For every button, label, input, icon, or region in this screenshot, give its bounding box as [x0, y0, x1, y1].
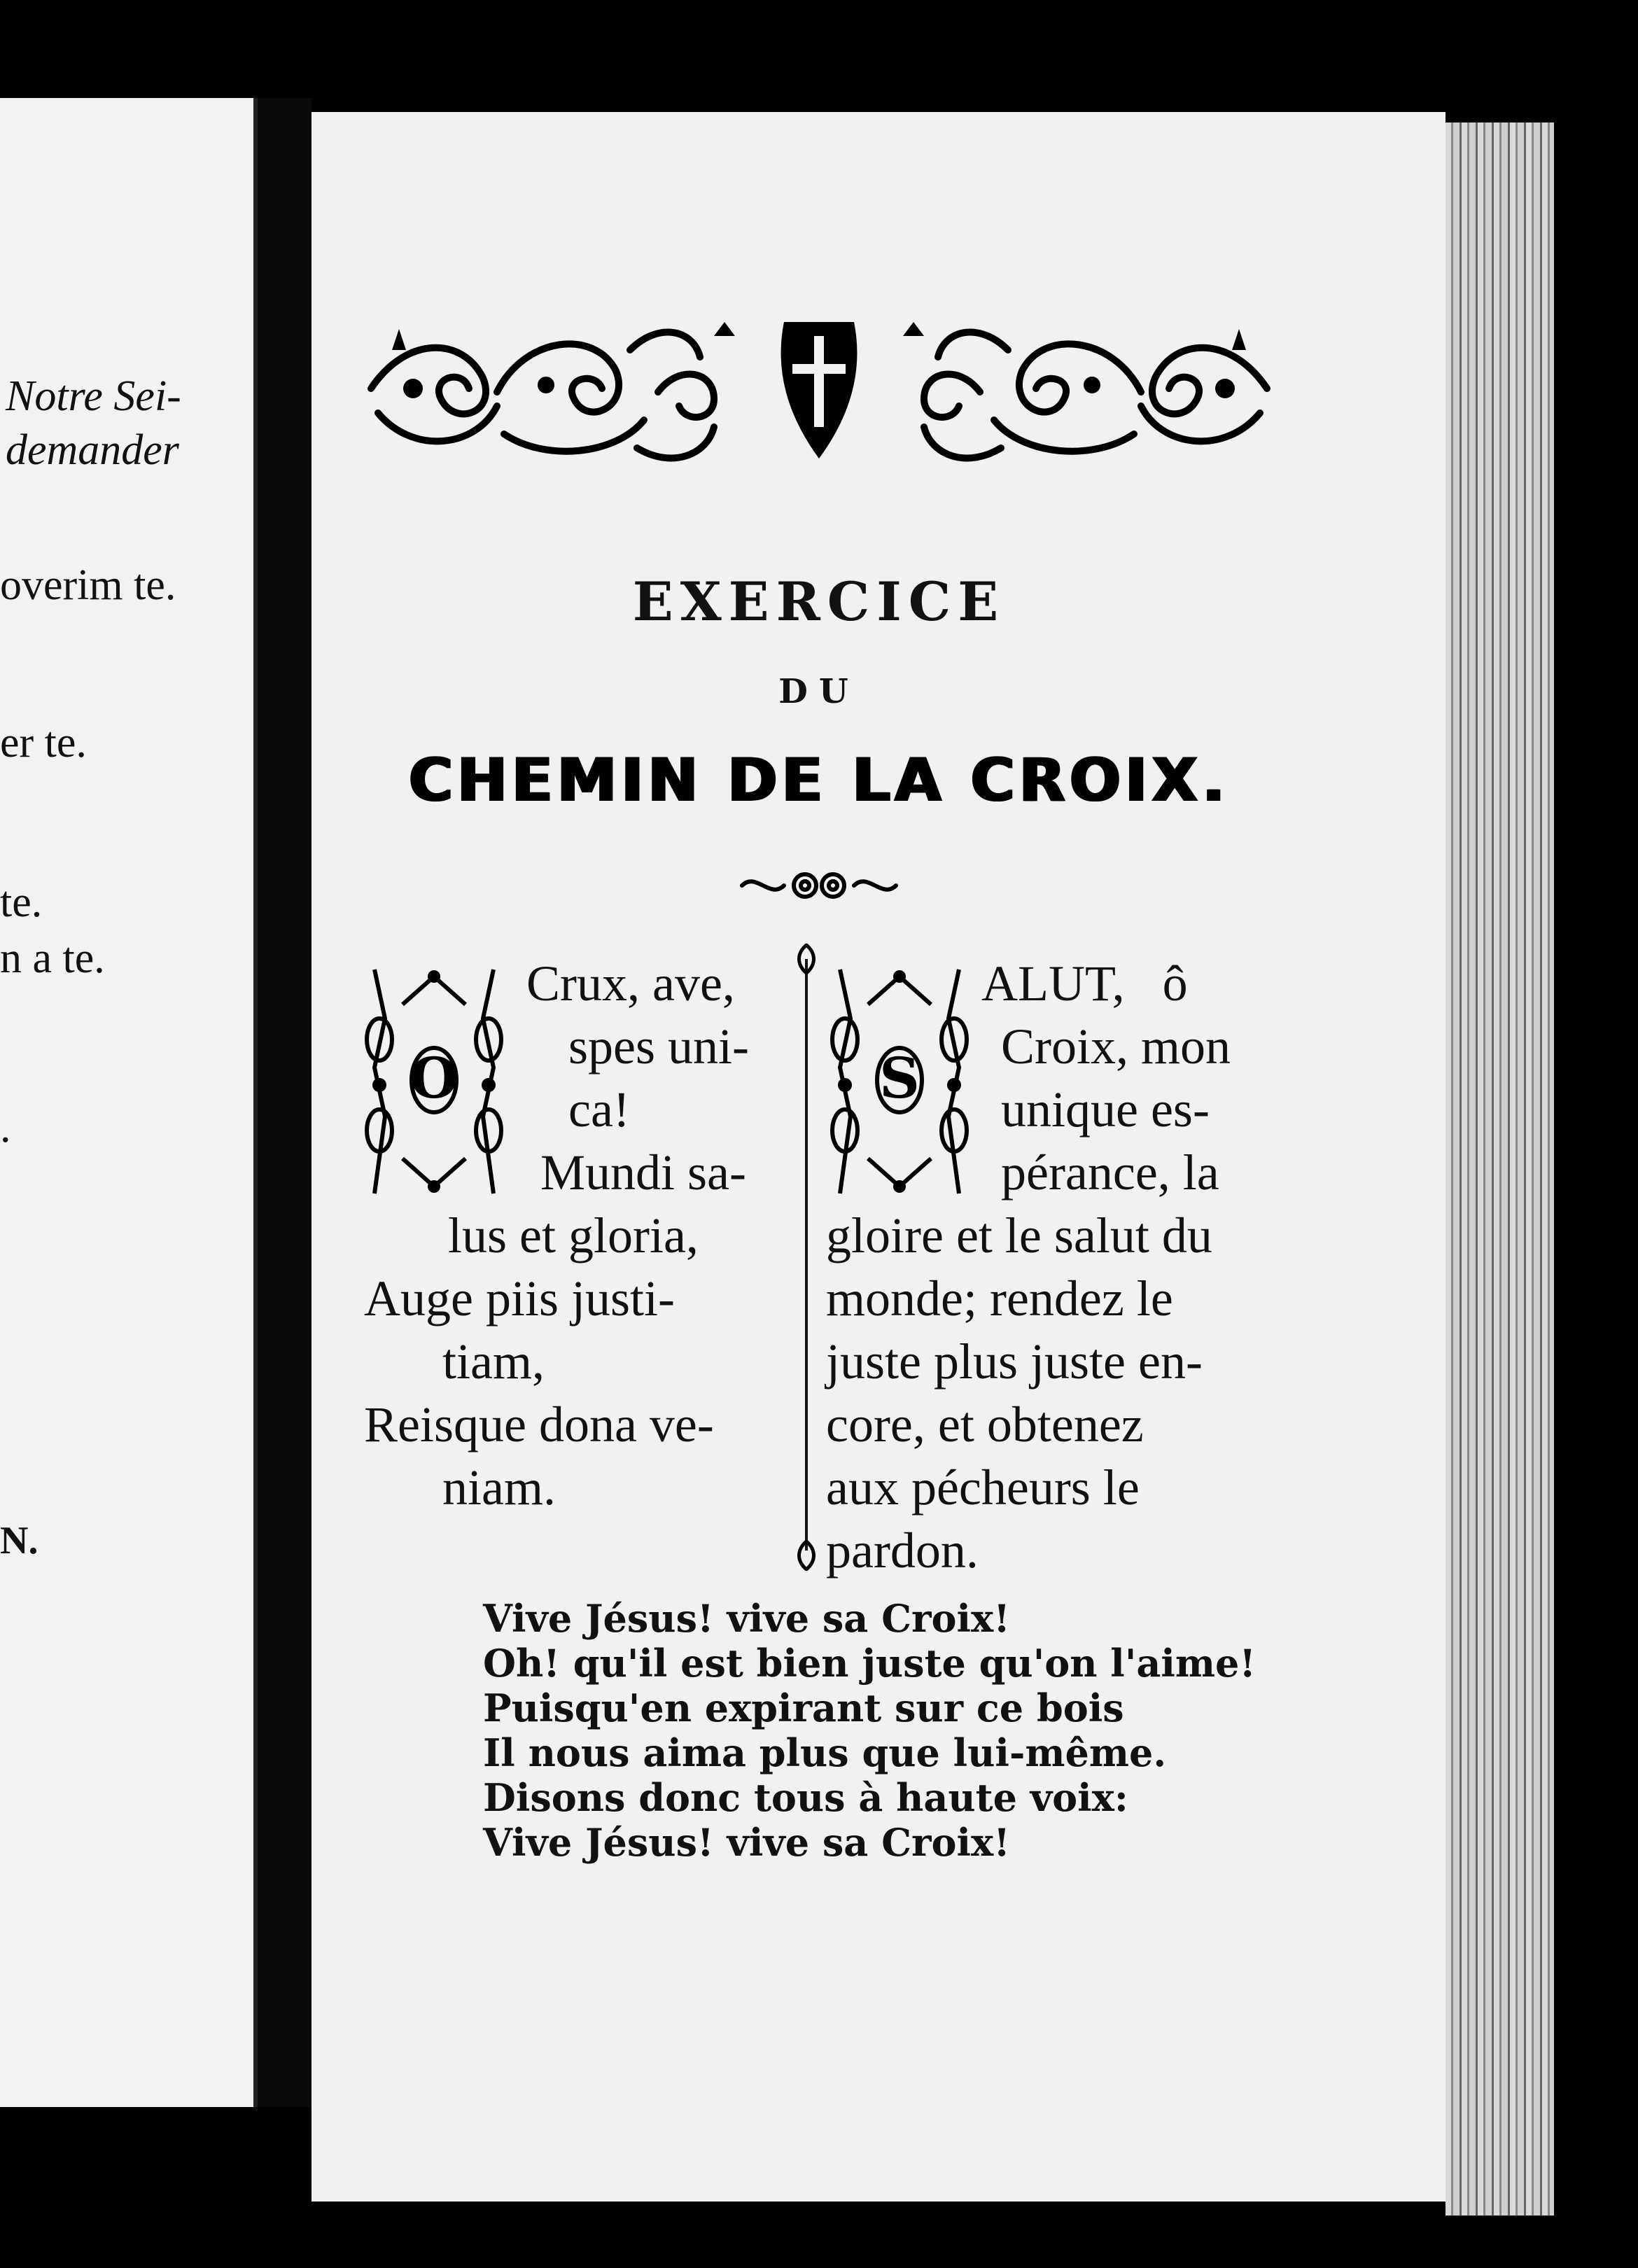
latin-line: ca! — [568, 1082, 630, 1138]
title-chemin-de-la-croix: CHEMIN DE LA CROIX. — [408, 746, 1230, 816]
hymn-line: Puisqu'en expirant sur ce bois — [483, 1686, 1124, 1730]
french-line: core, et obtenez — [826, 1396, 1144, 1452]
latin-line: lus et gloria, — [448, 1208, 699, 1264]
hymn-line: Oh! qu'il est bien juste qu'on l'aime! — [483, 1641, 1256, 1686]
left-page-line: . — [0, 1104, 11, 1152]
page-edges — [1446, 122, 1554, 2216]
latin-line: spes uni- — [568, 1018, 749, 1074]
hymn-line: Vive Jésus! vive sa Croix! — [483, 1820, 1010, 1865]
french-line: aux pécheurs le — [826, 1460, 1140, 1516]
left-page-line: overim te. — [0, 561, 176, 609]
latin-line: Mundi sa- — [540, 1144, 746, 1200]
latin-line: niam. — [442, 1460, 556, 1516]
latin-line: Reisque dona ve- — [364, 1396, 714, 1452]
swirl-ornament — [735, 861, 903, 910]
latin-line: tiam, — [442, 1334, 545, 1390]
left-page-line: N. — [0, 1519, 38, 1562]
latin-line: Auge piis justi- — [364, 1270, 675, 1326]
divider-top-ornament — [791, 944, 822, 974]
latin-drop-cap — [354, 962, 514, 1200]
drop-cap-letter: S — [879, 1045, 920, 1111]
french-line: pérance, la — [1001, 1144, 1219, 1200]
french-line: unique es- — [1001, 1082, 1210, 1138]
book-gutter — [253, 98, 312, 2107]
french-line: ALUT, ô — [981, 955, 1188, 1011]
french-line: pardon. — [826, 1522, 979, 1578]
left-page-line: Notre Sei- — [6, 372, 181, 420]
french-line: Croix, mon — [1001, 1018, 1231, 1074]
title-exercice: EXERCICE — [632, 570, 1006, 633]
hymn-line: Disons donc tous à haute voix: — [483, 1775, 1128, 1820]
hymn-line: Il nous aima plus que lui-même. — [483, 1730, 1167, 1775]
hymn — [483, 1596, 1256, 1865]
left-page-line: n a te. — [0, 934, 105, 982]
french-line: juste plus juste en- — [826, 1334, 1203, 1390]
title-du: DU — [778, 672, 860, 711]
left-page-line: te. — [0, 878, 43, 926]
hymn-line: Vive Jésus! vive sa Croix! — [483, 1596, 1010, 1641]
column-divider — [805, 959, 808, 1550]
french-line: gloire et le salut du — [826, 1208, 1212, 1264]
latin-line: Crux, ave, — [526, 955, 735, 1011]
previous-page — [0, 98, 258, 2107]
french-drop-cap — [819, 962, 980, 1200]
left-page-line: er te. — [0, 719, 87, 766]
left-page-line: demander — [6, 426, 179, 474]
french-line: monde; rendez le — [826, 1270, 1173, 1326]
divider-bottom-ornament — [791, 1540, 822, 1571]
drop-cap-letter: O — [410, 1045, 458, 1111]
ornamental-header — [364, 308, 1274, 469]
